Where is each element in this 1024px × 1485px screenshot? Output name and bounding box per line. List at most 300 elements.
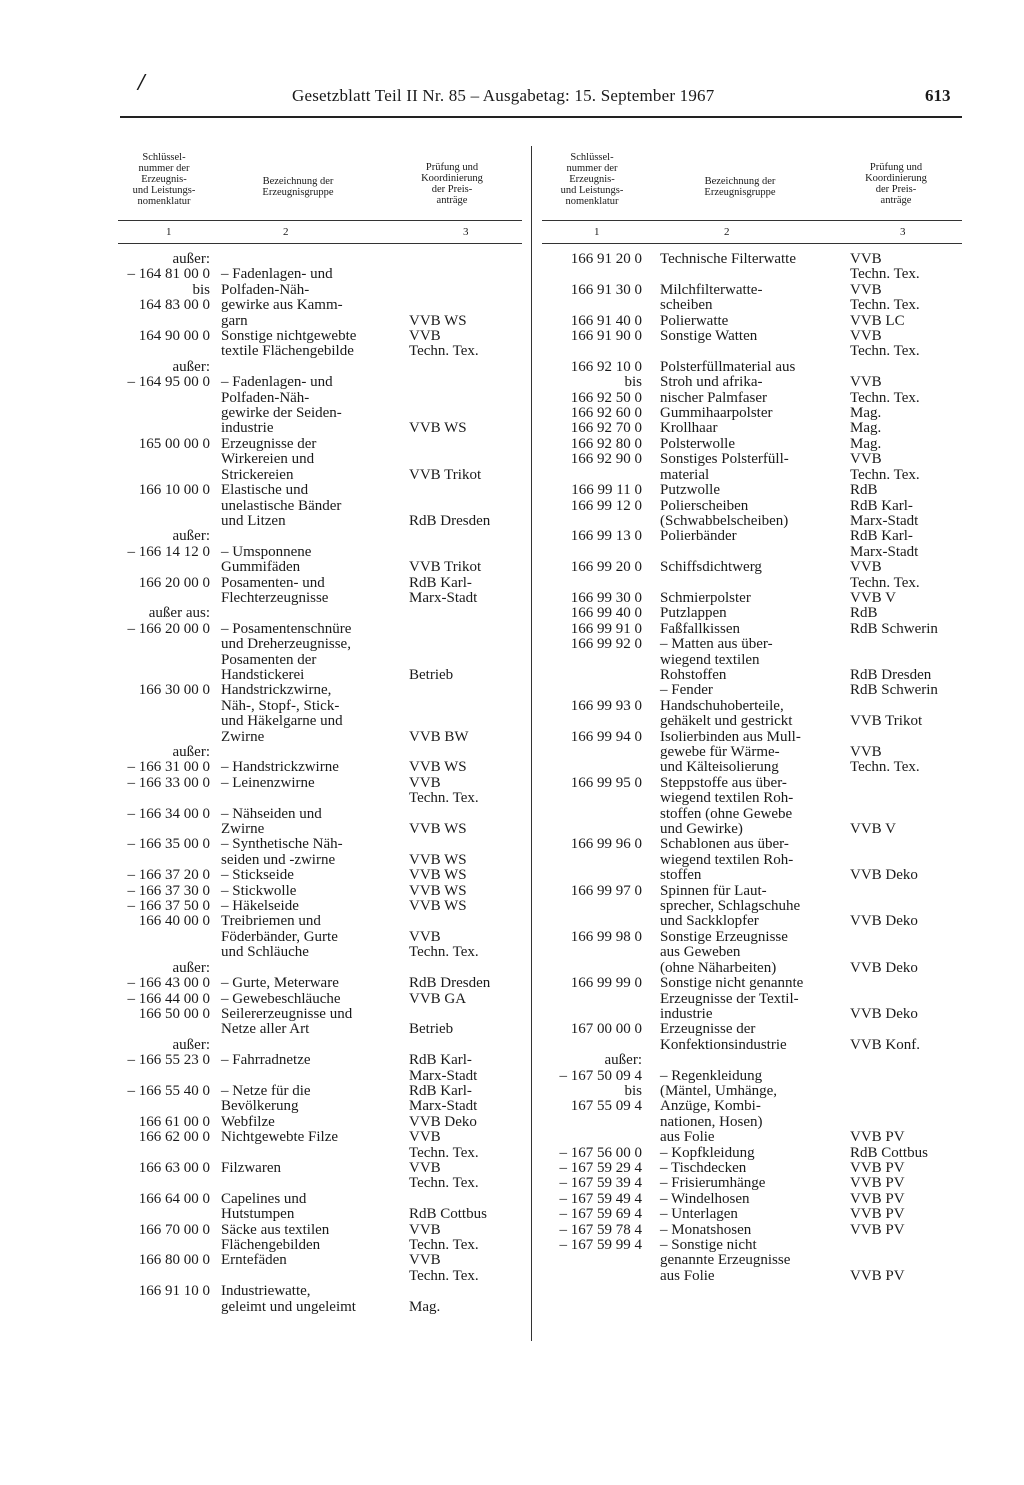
- review-cell: [850, 791, 962, 806]
- designation-cell: Isolierbinden aus Mull-: [660, 728, 801, 745]
- designation-cell: Erzeugnisse der Textil-: [660, 990, 799, 1007]
- key-number-cell: [542, 992, 642, 1007]
- margin-mark: /: [138, 70, 145, 96]
- column-numbers: [118, 221, 522, 243]
- designation-cell: Seilererzeugnisse und: [221, 1005, 353, 1022]
- table-row: [118, 1238, 522, 1253]
- key-number-cell: 166 99 92 0: [570, 636, 642, 653]
- table-row: [118, 976, 522, 991]
- review-cell: RdB Schwerin: [850, 620, 938, 637]
- designation-cell: – Matten aus über-: [660, 636, 773, 653]
- table-row: [118, 344, 522, 359]
- designation-cell: Polierwatte: [660, 312, 729, 329]
- table-row: [542, 637, 962, 652]
- review-cell: [409, 267, 522, 282]
- designation-cell: sprecher, Schlagschuhe: [660, 898, 801, 915]
- table-row: [542, 1207, 962, 1222]
- key-number-cell: 166 99 97 0: [570, 882, 642, 899]
- review-cell: [409, 375, 522, 390]
- right-table: [542, 150, 962, 1284]
- table-row: [118, 437, 522, 452]
- table-row: [542, 914, 962, 929]
- review-cell: [409, 499, 522, 514]
- key-number-cell: 166 99 40 0: [570, 605, 642, 622]
- review-cell: [850, 853, 962, 868]
- key-number-cell: 166 99 94 0: [570, 728, 642, 745]
- key-number-cell: 166 92 50 0: [570, 389, 642, 406]
- designation-cell: Technische Filterwatte: [660, 251, 796, 267]
- review-cell: VVB: [409, 1221, 441, 1238]
- review-cell: RdB Karl-: [850, 528, 913, 545]
- column-number-1: 1: [166, 226, 172, 238]
- review-cell: [409, 807, 522, 822]
- column-numbers: [542, 221, 962, 243]
- table-row: [118, 499, 522, 514]
- review-cell: [409, 837, 522, 852]
- review-cell: VVB: [409, 774, 441, 791]
- key-number-cell: 166 64 00 0: [138, 1190, 210, 1207]
- key-number-cell: 166 40 00 0: [138, 913, 210, 930]
- designation-cell: – Kopfkleidung: [660, 1144, 755, 1161]
- table-row: [118, 668, 522, 683]
- table-row: [542, 776, 962, 791]
- table-row: [542, 421, 962, 436]
- designation-cell: industrie: [221, 420, 274, 437]
- key-number-cell: [118, 1022, 210, 1037]
- table-row: [542, 452, 962, 467]
- designation-cell: Posamenten- und: [221, 574, 325, 591]
- designation-cell: [210, 252, 409, 267]
- review-cell: VVB: [850, 559, 882, 576]
- table-row: [542, 298, 962, 313]
- designation-cell: [642, 576, 850, 591]
- key-number-cell: [542, 853, 642, 868]
- table-row: [118, 868, 522, 883]
- table-row: [118, 683, 522, 698]
- designation-cell: [210, 529, 409, 544]
- table-row: [118, 653, 522, 668]
- review-cell: VVB: [409, 1252, 441, 1269]
- review-cell: Techn. Tex.: [850, 574, 920, 591]
- key-number-cell: außer:: [172, 744, 210, 760]
- key-number-cell: bis: [624, 1082, 642, 1099]
- table-row: [118, 375, 522, 390]
- table-row: [118, 1038, 522, 1053]
- designation-cell: – Posamentenschnüre: [221, 620, 352, 637]
- key-number-cell: [118, 591, 210, 606]
- designation-cell: Industriewatte,: [221, 1283, 311, 1300]
- designation-cell: (Mäntel, Umhänge,: [660, 1082, 778, 1099]
- table-row: [542, 1099, 962, 1114]
- key-number-cell: [118, 1238, 210, 1253]
- designation-cell: Polfaden-Näh-: [221, 389, 310, 406]
- review-cell: [409, 745, 522, 760]
- designation-cell: – Handstrickzwirne: [221, 759, 339, 776]
- review-cell: [409, 391, 522, 406]
- table-row: [542, 961, 962, 976]
- key-number-cell: [118, 945, 210, 960]
- table-row: [542, 992, 962, 1007]
- table-row: [542, 868, 962, 883]
- designation-cell: (ohne Näharbeiten): [660, 959, 777, 976]
- review-cell: Mag.: [850, 435, 882, 452]
- designation-cell: – Fender: [660, 682, 713, 699]
- designation-cell: – Tischdecken: [660, 1159, 747, 1176]
- key-number-cell: – 166 55 40 0: [127, 1082, 210, 1099]
- header-key-number: Schlüssel- nummer der Erzeugnis- und Leistungs- nomenklatur: [132, 152, 196, 207]
- review-cell: [850, 653, 962, 668]
- key-number-cell: [542, 760, 642, 775]
- review-cell: VVB Deko: [409, 1113, 477, 1130]
- table-row: [118, 1207, 522, 1222]
- designation-cell: gewirke der Seiden-: [221, 405, 342, 422]
- table-row: [118, 1130, 522, 1145]
- table-row: [118, 1053, 522, 1068]
- key-number-cell: 166 70 00 0: [138, 1221, 210, 1238]
- designation-cell: [210, 360, 409, 375]
- review-cell: Techn. Tex.: [850, 266, 920, 283]
- review-cell: Mag.: [850, 405, 882, 422]
- designation-cell: genannte Erzeugnisse: [660, 1252, 791, 1269]
- designation-cell: Gummifäden: [221, 559, 301, 576]
- review-cell: [850, 945, 962, 960]
- designation-cell: Steppstoffe aus über-: [660, 774, 787, 791]
- key-number-cell: 166 20 00 0: [138, 574, 210, 591]
- column-number-2: 2: [283, 226, 289, 238]
- review-cell: RdB Schwerin: [850, 682, 938, 699]
- table-row: [118, 730, 522, 745]
- review-cell: [850, 1053, 962, 1068]
- designation-cell: Posamenten der: [221, 651, 317, 668]
- review-cell: [409, 914, 522, 929]
- designation-cell: [210, 1176, 409, 1191]
- designation-cell: Elastische und: [221, 482, 309, 499]
- review-cell: [409, 483, 522, 498]
- table-row: [118, 514, 522, 529]
- designation-cell: Handstickerei: [221, 666, 305, 683]
- table-row: [118, 283, 522, 298]
- key-number-cell: – 166 33 00 0: [127, 774, 210, 791]
- key-number-cell: [542, 914, 642, 929]
- designation-cell: Zwirne: [221, 728, 265, 745]
- review-cell: [850, 360, 962, 375]
- key-number-cell: 164 83 00 0: [138, 297, 210, 314]
- table-row: [542, 1053, 962, 1068]
- designation-cell: aus Folie: [660, 1129, 715, 1146]
- key-number-cell: [542, 807, 642, 822]
- table-row: [118, 637, 522, 652]
- table-row: [118, 329, 522, 344]
- table-row: [118, 760, 522, 775]
- numbers-rule: [542, 243, 962, 244]
- key-number-cell: außer:: [172, 358, 210, 375]
- review-cell: [409, 437, 522, 452]
- table-row: [542, 730, 962, 745]
- review-cell: [850, 776, 962, 791]
- key-number-cell: – 166 44 00 0: [127, 990, 210, 1007]
- table-row: [542, 606, 962, 621]
- key-number-cell: [542, 267, 642, 282]
- table-row: [542, 760, 962, 775]
- table-row: [542, 1130, 962, 1145]
- review-cell: [850, 899, 962, 914]
- table-row: [542, 668, 962, 683]
- review-cell: VVB: [850, 251, 882, 267]
- table-row: [118, 452, 522, 467]
- table-row: [118, 545, 522, 560]
- designation-cell: – Stickseide: [221, 867, 294, 884]
- key-number-cell: 166 92 80 0: [570, 435, 642, 452]
- designation-cell: nischer Palmfaser: [660, 389, 768, 406]
- key-number-cell: – 167 59 39 4: [559, 1175, 642, 1192]
- key-number-cell: 166 99 30 0: [570, 589, 642, 606]
- table-row: [542, 1115, 962, 1130]
- designation-cell: scheiben: [660, 297, 713, 314]
- key-number-cell: 166 80 00 0: [138, 1252, 210, 1269]
- designation-cell: Schiffsdichtwerg: [660, 559, 762, 576]
- table-row: [542, 1038, 962, 1053]
- key-number-cell: – 166 37 50 0: [127, 898, 210, 915]
- designation-cell: gewirke aus Kamm-: [221, 297, 343, 314]
- designation-cell: Polsterfüllmaterial aus: [660, 358, 796, 375]
- table-row: [542, 1084, 962, 1099]
- review-cell: VVB V: [850, 821, 896, 838]
- designation-cell: wiegend textilen: [660, 651, 760, 668]
- key-number-cell: 166 91 40 0: [570, 312, 642, 329]
- table-row: [542, 1069, 962, 1084]
- key-number-cell: außer:: [172, 1036, 210, 1053]
- table-row: [118, 1022, 522, 1037]
- table-row: [118, 560, 522, 575]
- designation-cell: Handstrickzwirne,: [221, 682, 332, 699]
- designation-cell: [210, 1069, 409, 1084]
- review-cell: Techn. Tex.: [409, 1237, 479, 1253]
- review-cell: [409, 961, 522, 976]
- table-row: [118, 930, 522, 945]
- table-row: [542, 314, 962, 329]
- key-number-cell: 166 99 96 0: [570, 836, 642, 853]
- key-number-cell: [118, 406, 210, 421]
- review-cell: RdB Cottbus: [850, 1144, 928, 1161]
- table-row: [118, 776, 522, 791]
- header-designation: Bezeichnung der Erzeugnisgruppe: [704, 176, 776, 198]
- left-table: [118, 150, 522, 1315]
- designation-cell: Stroh und afrika-: [660, 374, 763, 391]
- review-cell: VVB Deko: [850, 867, 918, 884]
- review-cell: VVB WS: [409, 420, 467, 437]
- designation-cell: Anzüge, Kombi-: [660, 1098, 761, 1115]
- review-cell: VVB: [409, 328, 441, 345]
- review-cell: VVB: [850, 451, 882, 468]
- key-number-cell: 166 99 91 0: [570, 620, 642, 637]
- key-number-cell: außer:: [604, 1052, 642, 1069]
- designation-cell: [210, 1146, 409, 1161]
- key-number-cell: 164 90 00 0: [138, 328, 210, 345]
- key-number-cell: [542, 1253, 642, 1268]
- key-number-cell: 166 99 98 0: [570, 928, 642, 945]
- review-cell: [409, 653, 522, 668]
- designation-cell: Erzeugnisse der: [221, 435, 317, 452]
- key-number-cell: 166 99 12 0: [570, 497, 642, 514]
- review-cell: Marx-Stadt: [850, 512, 919, 529]
- review-cell: RdB Karl-: [409, 574, 472, 591]
- key-number-cell: 166 63 00 0: [138, 1159, 210, 1176]
- review-cell: Techn. Tex.: [850, 389, 920, 406]
- key-number-cell: [118, 1269, 210, 1284]
- key-number-cell: [118, 391, 210, 406]
- designation-cell: Gummihaarpolster: [660, 405, 773, 422]
- table-row: [118, 591, 522, 606]
- review-cell: [850, 730, 962, 745]
- table-row: [118, 468, 522, 483]
- table-row: [542, 807, 962, 822]
- review-cell: Marx-Stadt: [850, 543, 919, 560]
- table-row: [118, 1161, 522, 1176]
- review-cell: VVB PV: [850, 1221, 905, 1238]
- review-cell: Techn. Tex.: [409, 1267, 479, 1284]
- review-cell: Marx-Stadt: [409, 1067, 478, 1084]
- key-number-cell: [542, 714, 642, 729]
- table-row: [542, 1238, 962, 1253]
- key-number-cell: [118, 421, 210, 436]
- review-cell: Techn. Tex.: [409, 343, 479, 360]
- designation-cell: [642, 545, 850, 560]
- table-row: [118, 314, 522, 329]
- review-cell: Techn. Tex.: [850, 343, 920, 360]
- designation-cell: Sonstige nichtgewebte: [221, 328, 357, 345]
- designation-cell: Wirkereien und: [221, 451, 315, 468]
- table-row: [542, 1192, 962, 1207]
- key-number-cell: [542, 1007, 642, 1022]
- designation-cell: – Fadenlagen- und: [221, 374, 333, 391]
- key-number-cell: [118, 1300, 210, 1315]
- key-number-cell: außer aus:: [148, 605, 210, 622]
- designation-cell: – Synthetische Näh-: [221, 836, 343, 853]
- review-cell: [850, 1069, 962, 1084]
- designation-cell: gewebe für Wärme-: [660, 744, 780, 760]
- header-designation: Bezeichnung der Erzeugnisgruppe: [262, 176, 334, 198]
- review-cell: [409, 1284, 522, 1299]
- table-row: [118, 1099, 522, 1114]
- table-row: [118, 745, 522, 760]
- designation-cell: – Gurte, Meterware: [221, 975, 339, 992]
- review-cell: Techn. Tex.: [409, 1144, 479, 1161]
- table-row: [542, 683, 962, 698]
- designation-cell: Sonstiges Polsterfüll-: [660, 451, 789, 468]
- table-row: [118, 899, 522, 914]
- key-number-cell: 166 30 00 0: [138, 682, 210, 699]
- key-number-cell: außer:: [172, 528, 210, 545]
- column-number-3: 3: [463, 226, 469, 238]
- designation-cell: – Fahrradnetze: [221, 1052, 311, 1069]
- key-number-cell: 166 61 00 0: [138, 1113, 210, 1130]
- key-number-cell: [542, 745, 642, 760]
- designation-cell: – Gewebeschläuche: [221, 990, 341, 1007]
- designation-cell: industrie: [660, 1005, 713, 1022]
- review-cell: Techn. Tex.: [409, 1175, 479, 1192]
- key-number-cell: – 167 59 29 4: [559, 1159, 642, 1176]
- key-number-cell: 166 92 70 0: [570, 420, 642, 437]
- table-row: [542, 375, 962, 390]
- review-cell: VVB V: [850, 589, 896, 606]
- table-row: [118, 360, 522, 375]
- review-cell: VVB WS: [409, 759, 467, 776]
- key-number-cell: [118, 637, 210, 652]
- review-cell: VVB: [409, 928, 441, 945]
- table-row: [542, 899, 962, 914]
- designation-cell: Föderbänder, Gurte: [221, 928, 338, 945]
- review-cell: [409, 360, 522, 375]
- table-row: [118, 252, 522, 267]
- review-cell: [850, 992, 962, 1007]
- key-number-cell: [542, 1130, 642, 1145]
- table-row: [118, 807, 522, 822]
- designation-cell: Flechterzeugnisse: [221, 589, 329, 606]
- table-row: [118, 391, 522, 406]
- key-number-cell: [542, 298, 642, 313]
- designation-cell: Netze aller Art: [221, 1021, 310, 1038]
- table-row: [542, 406, 962, 421]
- key-number-cell: [118, 930, 210, 945]
- table-row: [542, 622, 962, 637]
- designation-cell: Sonstige nicht genannte: [660, 975, 804, 992]
- designation-cell: und Gewirke): [660, 821, 743, 838]
- key-number-cell: [118, 714, 210, 729]
- review-cell: VVB: [850, 744, 882, 760]
- key-number-cell: 167 00 00 0: [570, 1021, 642, 1038]
- review-cell: VVB WS: [409, 867, 467, 884]
- table-row: [118, 406, 522, 421]
- key-number-cell: [118, 560, 210, 575]
- designation-cell: – Umsponnene: [221, 543, 312, 560]
- designation-cell: [210, 745, 409, 760]
- table-row: [118, 298, 522, 313]
- key-number-cell: 166 99 20 0: [570, 559, 642, 576]
- key-number-cell: [118, 314, 210, 329]
- table-row: [118, 1069, 522, 1084]
- table-row: [118, 884, 522, 899]
- header-key-number: Schlüssel- nummer der Erzeugnis- und Leistungs- nomenklatur: [560, 152, 624, 207]
- key-number-cell: außer:: [172, 251, 210, 267]
- key-number-cell: 166 91 20 0: [570, 251, 642, 267]
- designation-cell: Schmierpolster: [660, 589, 751, 606]
- review-cell: Marx-Stadt: [409, 1098, 478, 1115]
- designation-cell: – Stickwolle: [221, 882, 297, 899]
- review-cell: [409, 622, 522, 637]
- review-cell: RdB: [850, 482, 878, 499]
- table-row: [542, 344, 962, 359]
- designation-cell: Webfilze: [221, 1113, 275, 1130]
- designation-cell: Sonstige Erzeugnisse: [660, 928, 788, 945]
- key-number-cell: [118, 1099, 210, 1114]
- designation-cell: nationen, Hosen): [660, 1113, 763, 1130]
- table-row: [542, 1146, 962, 1161]
- table-row: [542, 714, 962, 729]
- header-review: Prüfung und Koordinierung der Preis- anträge: [421, 162, 483, 206]
- review-cell: [850, 1238, 962, 1253]
- table-row: [542, 499, 962, 514]
- review-cell: [850, 1084, 962, 1099]
- key-number-cell: [542, 545, 642, 560]
- table-row: [542, 699, 962, 714]
- table-row: [542, 976, 962, 991]
- review-cell: VVB BW: [409, 728, 469, 745]
- designation-cell: Rohstoffen: [660, 666, 727, 683]
- table-row: [118, 791, 522, 806]
- key-number-cell: [542, 822, 642, 837]
- designation-cell: Polierscheiben: [660, 497, 749, 514]
- review-cell: VVB WS: [409, 821, 467, 838]
